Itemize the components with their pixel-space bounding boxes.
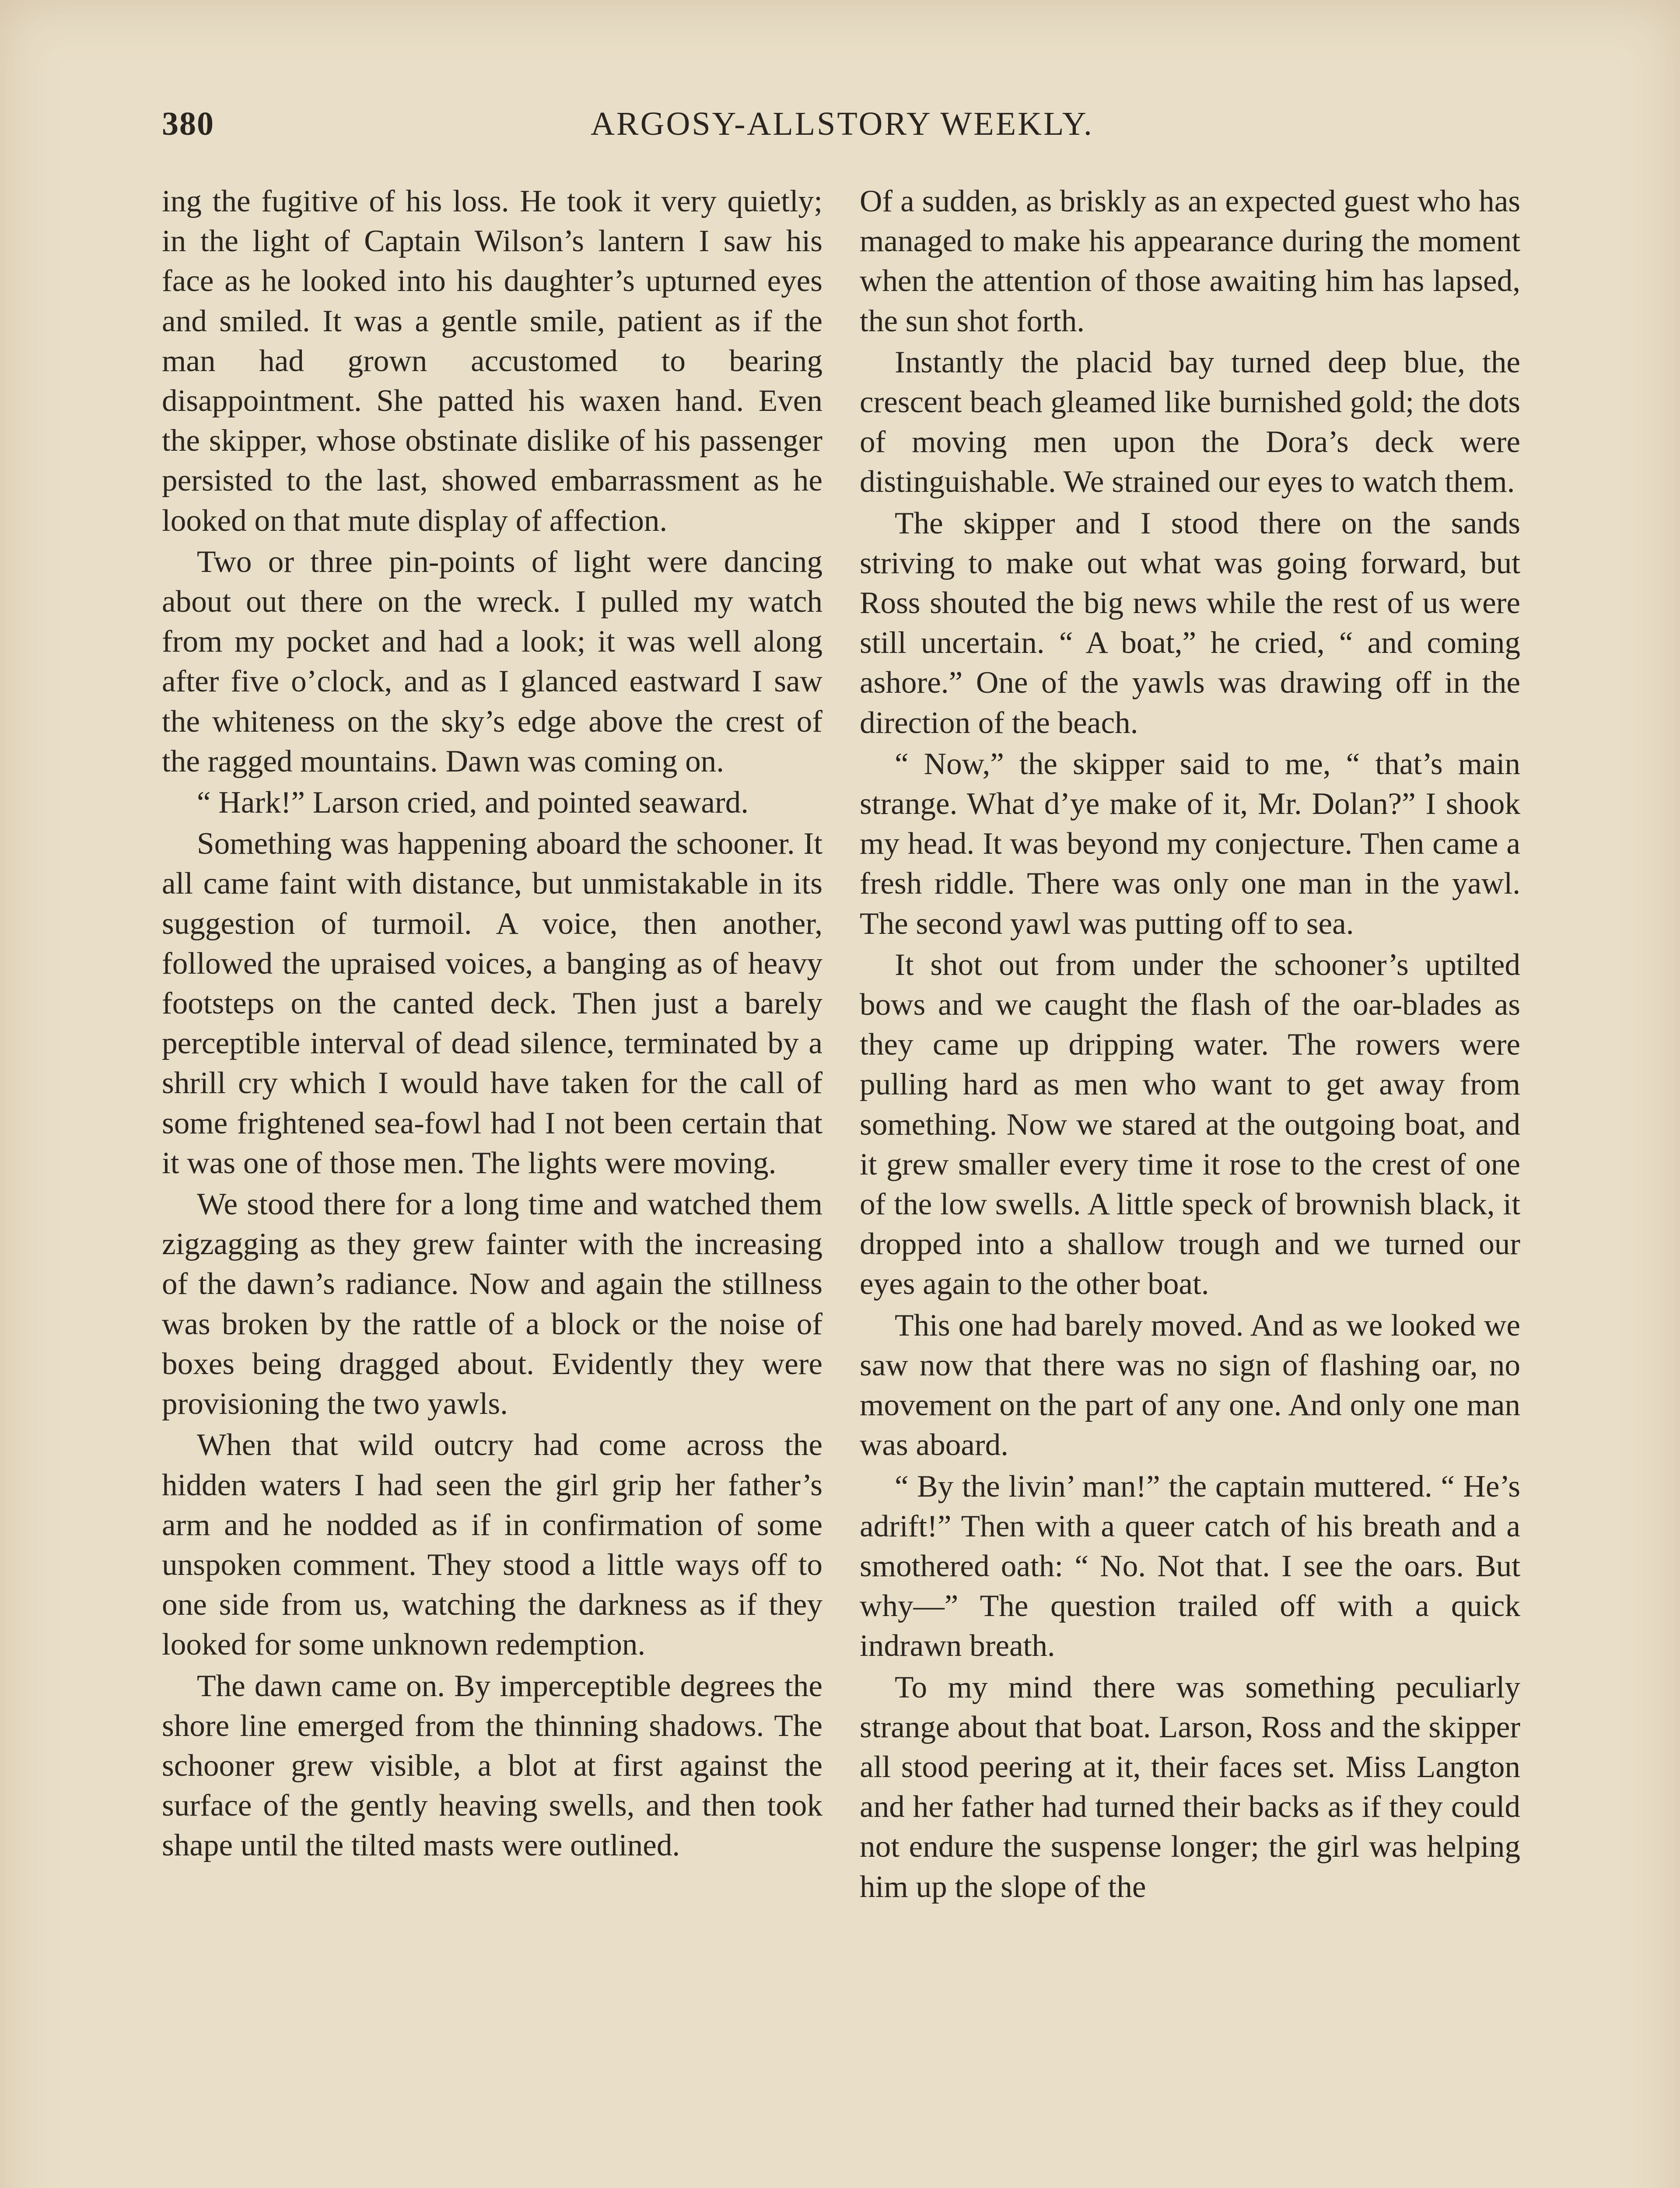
paragraph: Something was happening aboard the schooner. It all came faint with distance, but unmistakable in its suggestion of turmoil. A voice, then another, followed the upraised voices, a banging as of heavy footsteps on the canted deck. Then just a barely perceptible interval of dead silence, terminated by a shrill cry which I would have taken for the call of some frightened sea-fowl had I not been certain that it was one of those men. The lights were moving. — [162, 827, 822, 1180]
paragraph: ing the fugitive of his loss. He took it very quietly; in the light of Captain Wilson’s lantern I saw his face as he looked into his daughter’s upturned eyes and smiled. It was a gentle smile, patient as if the man had grown accustomed to bearing disappointment. She patted his waxen hand. Even the skipper, whose obstinate dislike of his passenger persisted to the last, showed embarrassment as he looked on that mute display of affection. — [162, 184, 822, 538]
right-column — [860, 182, 1520, 2188]
page-number: 380 — [162, 105, 214, 142]
paragraph: Two or three pin-points of light were dancing about out there on the wreck. I pulled my watch from my pocket and had a look; it was well along after five o’clock, and as I glanced eastward I saw the whiteness on the sky’s edge above the crest of the ragged mountains. Dawn was coming on. — [162, 544, 822, 778]
paragraph: This one had barely moved. And as we looked we saw now that there was no sign of flashing oar, no movement on the part of any one. And only one man was aboard. — [860, 1308, 1520, 1462]
paragraph: The skipper and I stood there on the sands striving to make out what was going forward, but Ross shouted the big news while the rest of us were still uncertain. “ A boat,” he cried, “ and coming ashore.” One of the yawls was drawing off in the direction of the beach. — [860, 506, 1520, 740]
page-header — [162, 105, 1522, 153]
paragraph: The dawn came on. By imperceptible degrees the shore line emerged from the thinning shadows. The schooner grew visible, a blot at first against the surface of the gently heaving swells, and then took shape until the tilted masts were outlined. — [162, 1669, 822, 1863]
paragraph: Instantly the placid bay turned deep blue, the crescent beach gleamed like burnished gold; the dots of moving men upon the Dora’s deck were distinguishable. We strained our eyes to watch them. — [860, 345, 1520, 499]
paragraph: “ Now,” the skipper said to me, “ that’s main strange. What d’ye make of it, Mr. Dolan?” I shook my head. It was beyond my conjecture. Then came a fresh riddle. There was only one man in the yawl. The second yawl was putting off to sea. — [860, 747, 1520, 941]
paragraph: Of a sudden, as briskly as an expected guest who has managed to make his appearance during the moment when the attention of those awaiting him has lapsed, the sun shot forth. — [860, 184, 1520, 338]
running-title: ARGOSY-ALLSTORY WEEKLY. — [591, 105, 1094, 142]
paragraph: “ By the livin’ man!” the captain muttered. “ He’s adrift!” Then with a queer catch of his breath and a smothered oath: “ No. Not that. I see the oars. But why—” The question trailed off with a quick indrawn breath. — [860, 1469, 1520, 1663]
paragraph: “ Hark!” Larson cried, and pointed seaward. — [197, 785, 749, 820]
paragraph: We stood there for a long time and watched them zigzagging as they grew fainter with the increasing of the dawn’s radiance. Now and again the stillness was broken by the rattle of a block or the noise of boxes being dragged about. Evidently they were provisioning the two yawls. — [162, 1187, 822, 1421]
paragraph: When that wild outcry had come across the hidden waters I had seen the girl grip her father’s arm and he nodded as if in confirmation of some unspoken comment. They stood a little ways off to one side from us, watching the darkness as if they looked for some unknown redemption. — [162, 1428, 822, 1662]
paragraph: It shot out from under the schooner’s uptilted bows and we caught the flash of the oar-blades as they came up dripping water. The rowers were pulling hard as men who want to get away from something. Now we stared at the outgoing boat, and it grew smaller every time it rose to the crest of one of the low swells. A little speck of brownish black, it dropped into a shallow trough and we turned our eyes again to the other boat. — [860, 947, 1520, 1301]
paragraph: To my mind there was something peculiarly strange about that boat. Larson, Ross and the skipper all stood peering at it, their faces set. Miss Langton and her father had turned their backs as if they could not endure the suspense longer; the girl was helping him up the slope of the — [860, 1670, 1520, 1904]
left-column — [162, 182, 822, 2188]
